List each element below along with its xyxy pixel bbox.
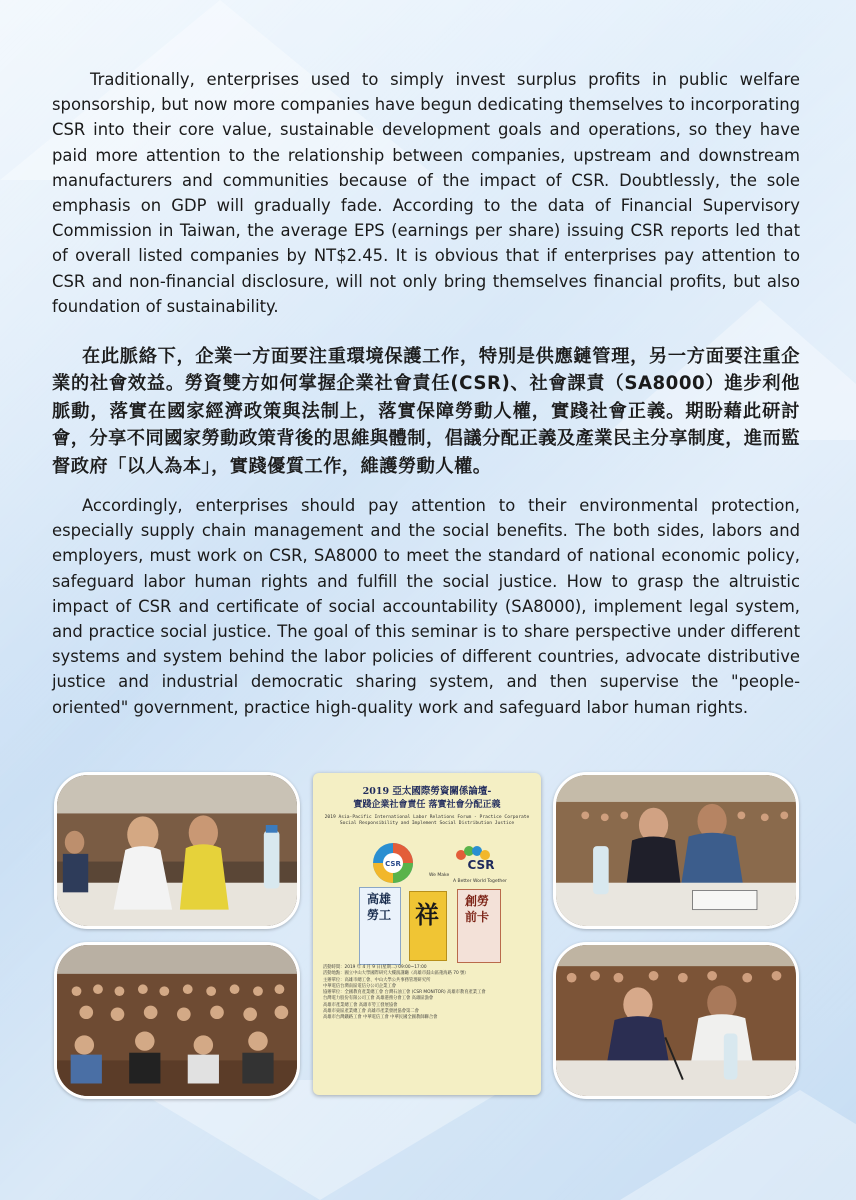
paragraph-chinese: 在此脈絡下，企業一方面要注重環境保護工作，特別是供應鏈管理，另一方面要注重企業的社會效益。勞資雙方如何掌握企業社會責任(CSR)、社會課責（SA8000）進步利他脈動，落實在國家經濟政策與法制上，落實保障勞動人權，實踐社會正義。期盼藉此研討會，分享不同國家勞動政策背後的思維與體制，倡議分配正義及產業民主分享制度，進而監督政府「以人為本」，實踐優質工作，維護勞動人權。	[52, 346, 800, 477]
poster-info-line: 高雄市產業總工會 高雄市勞工發展協會	[323, 1002, 398, 1008]
csr-hands-logo-icon	[453, 845, 503, 871]
csr-wheel-icon	[371, 841, 415, 885]
audience-hall-photo	[54, 942, 300, 1099]
poster-info-line: 高雄市東區產業總工會 高雄市產業發展協會第二會	[323, 1009, 419, 1015]
forum-poster	[313, 773, 541, 1095]
calligraphy-text-left: 高雄勞工	[367, 892, 392, 922]
discussion-table-photo	[553, 942, 799, 1099]
poster-info-line: 活動時間：2019 年 4 月 9 日(星期二) 09:00~17:00	[323, 965, 427, 970]
csr-caption-1: We Make	[429, 873, 450, 878]
poster-info	[323, 965, 533, 1022]
poster-info-line: 高雄市台灣鐵路工會 中華電信工會 中華民國全國教師聯合會	[323, 1015, 438, 1021]
bg-triangle	[620, 1090, 856, 1200]
poster-subtitle: 2019 Asia-Pacific International Labor Relations Forum - Practice Corporate Social Responsibility and Implement Social Distribution Justice	[324, 815, 530, 826]
paragraph-english-seminar: Accordingly, enterprises should pay attention to their environmental protection, especially supply chain management and the social benefits. The both sides, labors and employers, must work on CSR, SA8000 to meet the standard of national economic policy, safeguard labor human rights and fulfill the social justice. How to grasp the altruistic impact of CSR and certificate of social accountability (SA8000), implement legal system, and practice social justice. The goal of this seminar is to share perspective under different systems and system behind the labor policies of different countries, advocate distributive justice and industrial democratic sharing system, and then supervise the "people-oriented" government, practice high-quality work and safeguard labor human rights.	[52, 496, 800, 717]
panel-speakers-photo	[553, 772, 799, 929]
poster-info-line: 協辦單位：全國教育產業總工會 台灣石油工會 (CSR MONITOR) 高雄市教育產業工會	[323, 990, 486, 996]
calligraphy-text-center: 祥	[415, 900, 439, 929]
poster-info-line: 台灣電力股份有限公司工會 高雄港務分會工會 高雄區漁會	[323, 996, 434, 1002]
csr-text-logo: CSR	[467, 858, 495, 871]
csr-caption-2: A Better World Together	[453, 879, 507, 884]
poster-info-line: 主辦單位：高雄市總工會、中山大學公共事務管理研究所	[323, 977, 431, 983]
poster-title-line1: 2019 亞太國際勞資關係論壇-	[362, 786, 492, 797]
poster-info-line: 中華電信台灣南區電信分公司企業工會	[323, 983, 397, 989]
poster-title-line2: 實踐企業社會責任 落實社會分配正義	[353, 800, 501, 810]
calligraphy-text-right: 創勞前卡	[465, 894, 490, 924]
csr-wheel-label: CSR	[385, 860, 401, 868]
poster-info-line: 活動地點：國立中山大學國際研究大樓演講廳（高雄市鼓山區蓮海路 70 號）	[323, 971, 469, 977]
seminar-attendees-photo	[54, 772, 300, 929]
paragraph-english-intro: Traditionally, enterprises used to simply invest surplus profits in public welfare sponsorship, but now more companies have begun dedicating themselves to incorporating CSR into their core value, sustainable development goals and operations, so they have paid more attention to the relationship between companies, upstream and downstream manufacturers and communities because of the impact of CSR. Doubtlessly, the sole emphasis on GDP will gradually fade. According to the data of Financial Supervisory Commission in Taiwan, the average EPS (earnings per share) issuing CSR reports led that of overall listed companies by NT$2.45. It is obvious that if enterprises pay attention to CSR and non-financial disclosure, will not only bring themselves financial profits, but also foundation of sustainability.	[52, 70, 800, 316]
